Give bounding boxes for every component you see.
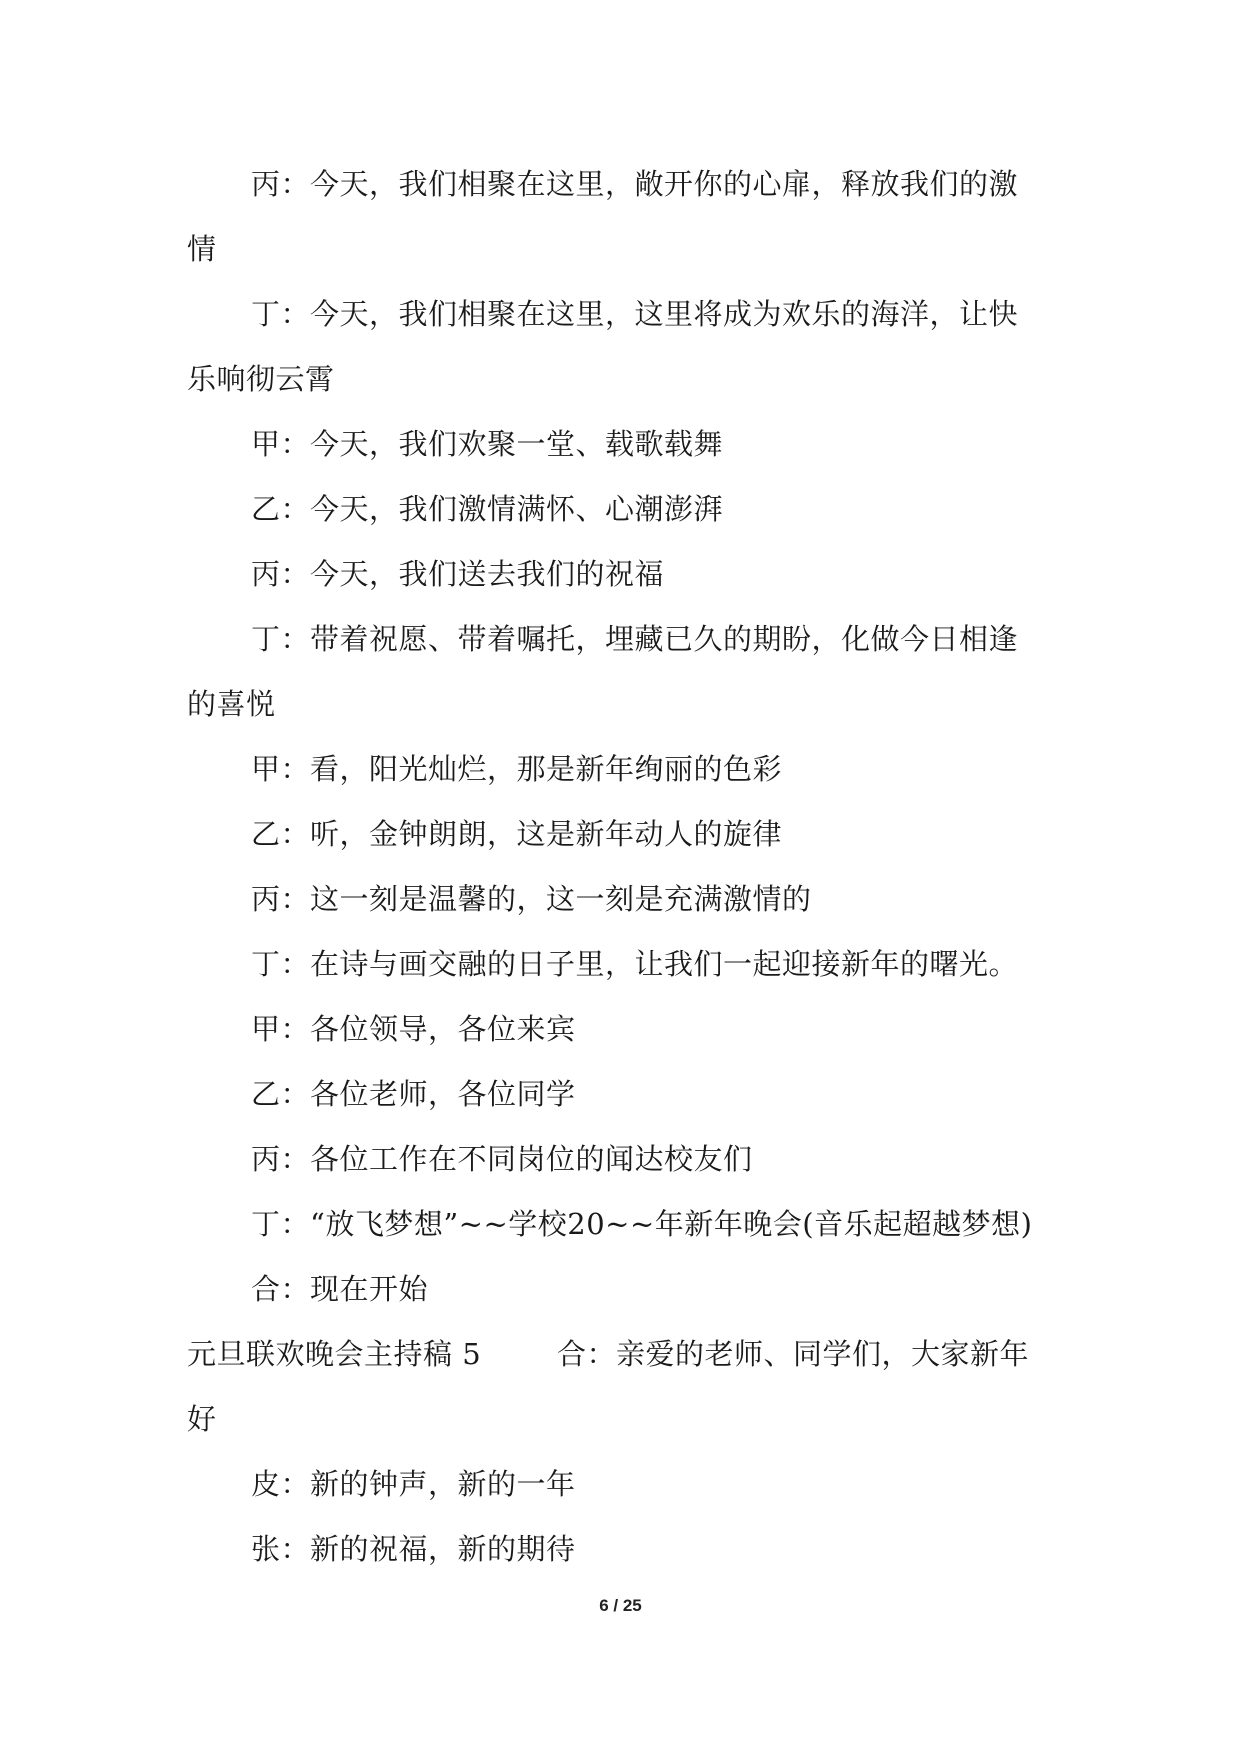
paragraph-line: 甲：看，阳光灿烂，那是新年绚丽的色彩 [251, 752, 783, 786]
paragraph-line: 乙：各位老师，各位同学 [251, 1077, 576, 1111]
paragraph-line: 丁：“放飞梦想”~~学校20~~年新年晚会(音乐起超越梦想) [251, 1207, 1033, 1241]
paragraph-line: 丁：今天，我们相聚在这里，这里将成为欢乐的海洋，让快 [251, 297, 1019, 331]
document-body [187, 152, 1057, 1582]
paragraph-line: 乙：今天，我们激情满怀、心潮澎湃 [251, 492, 724, 526]
paragraph-line: 好 [187, 1402, 217, 1436]
paragraph-line: 甲：各位领导，各位来宾 [251, 1012, 576, 1046]
paragraph-line: 合：现在开始 [251, 1272, 429, 1306]
paragraph-line: 丙：今天，我们相聚在这里，敞开你的心扉，释放我们的激 [251, 167, 1019, 201]
paragraph-line: 丙：各位工作在不同岗位的闻达校友们 [251, 1142, 753, 1176]
paragraph-line: 丙：这一刻是温馨的，这一刻是充满激情的 [251, 882, 812, 916]
paragraph-line: 丙：今天，我们送去我们的祝福 [251, 557, 665, 591]
paragraph-line: 的喜悦 [187, 687, 276, 721]
paragraph-line: 甲：今天，我们欢聚一堂、载歌载舞 [251, 427, 724, 461]
page-number: 6 / 25 [599, 1596, 642, 1615]
paragraph-line: 皮：新的钟声，新的一年 [251, 1467, 576, 1501]
paragraph-line: 乐响彻云霄 [187, 362, 335, 396]
paragraph-line: 情 [187, 232, 217, 266]
section-heading-line [187, 1322, 1057, 1387]
section-title: 元旦联欢晚会主持稿 5 [187, 1337, 482, 1371]
paragraph-line: 丁：在诗与画交融的日子里，让我们一起迎接新年的曙光。 [251, 947, 1019, 981]
section-opening-text: 合：亲爱的老师、同学们，大家新年 [557, 1337, 1030, 1371]
paragraph-line: 乙：听，金钟朗朗，这是新年动人的旋律 [251, 817, 783, 851]
paragraph-line: 张：新的祝福，新的期待 [251, 1532, 576, 1566]
paragraph-line: 丁：带着祝愿、带着嘱托，埋藏已久的期盼，化做今日相逢 [251, 622, 1019, 656]
